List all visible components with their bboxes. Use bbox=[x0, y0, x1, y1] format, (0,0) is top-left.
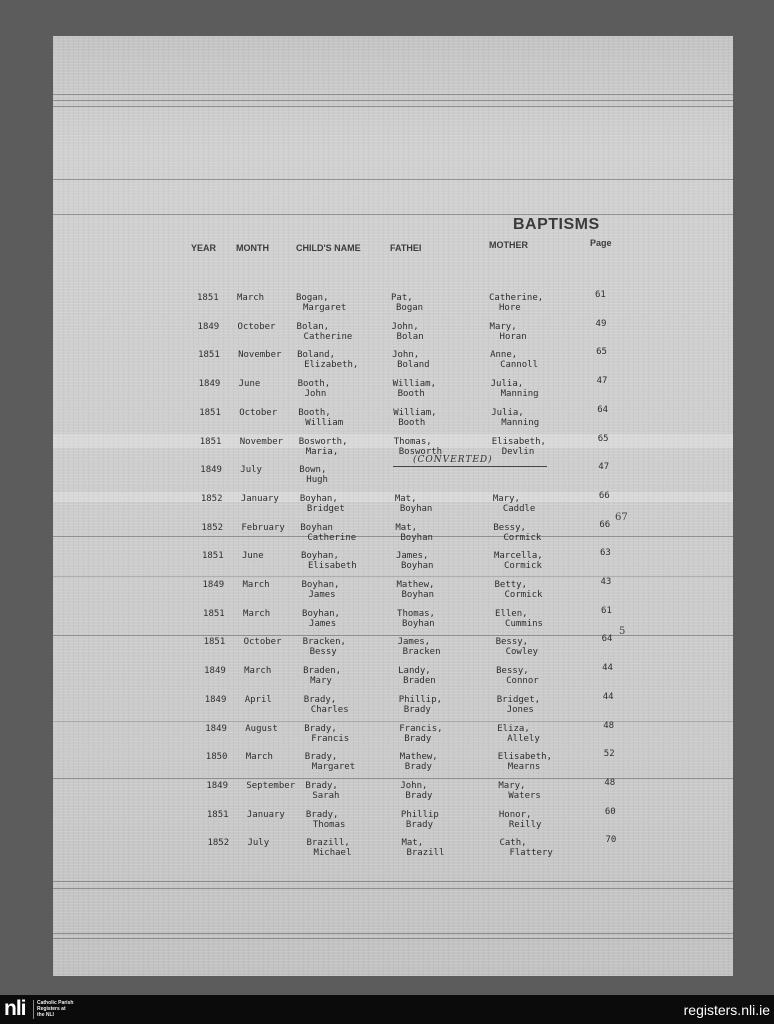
entry-father1: Mat, bbox=[394, 493, 417, 504]
entry-child1: Booth, bbox=[297, 379, 331, 390]
entry-mother2: Flattery bbox=[509, 848, 553, 859]
entry-mother1: Bessy, bbox=[496, 666, 529, 677]
entry-month: June bbox=[241, 551, 264, 562]
entry-child1: Bosworth, bbox=[298, 436, 348, 447]
entry-mother1: Anne, bbox=[490, 350, 518, 361]
entry-father2: Bogan bbox=[396, 303, 424, 313]
entry-father1: Mathew, bbox=[396, 580, 435, 590]
entry-page: 49 bbox=[595, 318, 607, 329]
entry-father1: Landy, bbox=[398, 666, 431, 677]
entry-father2: Boyhan bbox=[400, 532, 433, 543]
entry-page: 52 bbox=[603, 749, 615, 760]
entry-child2: Catherine bbox=[307, 532, 357, 543]
entry-year: 1851 bbox=[197, 293, 219, 303]
header-year: YEAR bbox=[191, 243, 217, 253]
entry-page: 66 bbox=[598, 490, 610, 501]
entry-child1: Brady, bbox=[303, 694, 337, 705]
entry-page: 65 bbox=[597, 433, 609, 444]
entry-mother1: Julia, bbox=[490, 379, 524, 390]
entry-father1: Thomas, bbox=[393, 436, 432, 447]
entry-child2: Elizabeth, bbox=[304, 360, 359, 371]
entry-year: 1849 bbox=[205, 723, 227, 734]
entry-page: 44 bbox=[602, 663, 613, 674]
entry-year: 1851 bbox=[203, 637, 226, 648]
logo-caption-line-2: Registers at bbox=[37, 1006, 66, 1012]
entry-mother1: Ellen, bbox=[495, 608, 528, 619]
entry-year: 1851 bbox=[203, 608, 225, 619]
entry-mother2: Cormick bbox=[503, 561, 542, 572]
entry-mother1: Bridget, bbox=[496, 694, 541, 705]
entry-year: 1851 bbox=[206, 809, 229, 820]
entry-child1: Boyhan, bbox=[302, 608, 340, 619]
entry-year: 1849 bbox=[204, 666, 226, 677]
entry-father2: Booth bbox=[397, 389, 425, 400]
entry-page: 47 bbox=[598, 462, 610, 473]
entry-mother2: Devlin bbox=[501, 446, 535, 457]
nli-logo[interactable]: nli bbox=[4, 997, 26, 1020]
entry-month: October bbox=[243, 637, 282, 648]
entry-child1: Boyhan, bbox=[301, 580, 340, 590]
entry-father2: Bracken bbox=[402, 647, 441, 658]
entry-father1: John, bbox=[391, 321, 419, 332]
entry-month: March bbox=[244, 666, 272, 677]
entry-mother1: Betty, bbox=[494, 580, 528, 590]
entry-mother2: Hore bbox=[499, 303, 521, 313]
margin-note-row9: 67 bbox=[615, 512, 628, 523]
entry-child2: Michael bbox=[313, 848, 352, 859]
entry-year: 1851 bbox=[199, 436, 222, 447]
entry-father2: Boland bbox=[397, 360, 430, 371]
site-link[interactable]: registers.nli.ie bbox=[683, 1002, 770, 1018]
entry-father1: William, bbox=[393, 407, 437, 418]
entry-page: 64 bbox=[597, 404, 609, 415]
entry-page: 63 bbox=[599, 548, 611, 559]
entry-child2: Sarah bbox=[312, 790, 340, 801]
entry-father1: Francis, bbox=[399, 723, 443, 734]
entry-child2: Hugh bbox=[306, 475, 328, 486]
handwritten-underline bbox=[393, 466, 547, 467]
entry-child1: Brazill, bbox=[306, 838, 350, 849]
margin-note-row13: 5 bbox=[619, 626, 626, 637]
entry-father1: Mat, bbox=[401, 838, 424, 849]
entry-year: 1850 bbox=[205, 752, 228, 763]
entry-father2: Brady bbox=[403, 704, 431, 715]
entry-father1: John, bbox=[392, 350, 420, 361]
entry-page: 48 bbox=[603, 720, 615, 731]
entry-page: 70 bbox=[605, 835, 617, 846]
entry-father2: Boyhan bbox=[400, 561, 434, 572]
entry-page: 48 bbox=[604, 777, 616, 788]
entry-page: 61 bbox=[601, 605, 612, 616]
entry-father1: Pat, bbox=[391, 293, 413, 303]
entry-father1: Thomas, bbox=[397, 608, 435, 619]
register-page-scan bbox=[53, 36, 733, 976]
entry-father1: Mat, bbox=[395, 522, 418, 533]
entry-month: April bbox=[244, 694, 272, 705]
entry-mother2: Waters bbox=[508, 790, 541, 801]
entry-mother2: Cummins bbox=[505, 618, 543, 629]
entry-father2: Boyhan bbox=[402, 618, 435, 629]
entry-mother2: Allely bbox=[507, 733, 540, 744]
entry-year: 1852 bbox=[201, 522, 224, 533]
entry-child1: Bogan, bbox=[296, 293, 329, 303]
entry-month: November bbox=[238, 350, 282, 361]
entry-year: 1849 bbox=[200, 465, 222, 476]
entry-month: March bbox=[237, 293, 265, 303]
entry-mother1: Marcella, bbox=[493, 551, 543, 562]
entry-mother1: Mary, bbox=[492, 493, 520, 504]
entry-child2: Bessy bbox=[309, 647, 337, 658]
entry-month: July bbox=[240, 465, 262, 476]
entry-year: 1851 bbox=[198, 350, 220, 361]
entry-father1: John, bbox=[400, 780, 428, 791]
entry-mother2: Cannoll bbox=[500, 360, 539, 371]
entry-mother1: Bessy, bbox=[493, 522, 526, 533]
entry-mother1: Elisabeth, bbox=[497, 752, 552, 763]
entry-child1: Bown, bbox=[299, 465, 327, 476]
entry-month: July bbox=[247, 838, 270, 849]
entry-page: 65 bbox=[596, 347, 607, 358]
entry-month: March bbox=[243, 608, 271, 619]
entry-father1: William, bbox=[392, 379, 436, 390]
entry-month: June bbox=[238, 379, 261, 390]
entry-mother2: Cormick bbox=[503, 532, 542, 543]
entry-father2: Brazill bbox=[406, 848, 445, 859]
entry-year: 1849 bbox=[202, 580, 225, 590]
entry-mother1: Bessy, bbox=[495, 637, 529, 648]
header-childs-name: CHILD'S NAME bbox=[296, 243, 361, 253]
entry-child2: Charles bbox=[310, 704, 349, 715]
entry-father2: Brady bbox=[405, 790, 433, 801]
entry-child2: Catherine bbox=[303, 331, 353, 342]
entry-child1: Braden, bbox=[303, 666, 342, 677]
entry-mother2: Horan bbox=[499, 331, 527, 342]
entry-month: January bbox=[240, 493, 279, 504]
entry-father2: Brady bbox=[404, 733, 432, 744]
entry-child1: Brady, bbox=[304, 723, 337, 734]
entry-father2: Booth bbox=[398, 417, 426, 428]
entry-year: 1852 bbox=[207, 838, 230, 849]
entry-mother2: Cormick bbox=[504, 590, 543, 600]
entry-mother1: Mary, bbox=[489, 321, 517, 332]
entry-father2: Bolan bbox=[396, 331, 424, 342]
header-mother: MOTHER bbox=[489, 240, 528, 250]
entry-year: 1852 bbox=[200, 493, 223, 504]
entry-child2: Thomas bbox=[312, 819, 346, 830]
entry-child1: Boland, bbox=[297, 350, 336, 361]
entry-child2: William bbox=[305, 417, 344, 428]
logo-caption-line-1: Catholic Parish bbox=[37, 1000, 74, 1006]
entry-month: March bbox=[242, 580, 270, 590]
entry-month: October bbox=[239, 407, 278, 418]
entry-page: 64 bbox=[601, 634, 613, 645]
entry-mother2: Jones bbox=[506, 704, 534, 715]
entry-page: 66 bbox=[599, 519, 611, 530]
entry-child2: Margaret bbox=[311, 762, 356, 773]
entry-father2: Brady bbox=[405, 819, 433, 830]
entry-year: 1851 bbox=[201, 551, 224, 562]
entry-year: 1849 bbox=[204, 694, 227, 705]
entry-month: November bbox=[239, 436, 284, 447]
entry-mother2: Connor bbox=[506, 676, 539, 687]
handwritten-converted-note: (CONVERTED) bbox=[413, 455, 493, 465]
entry-child2: Margaret bbox=[303, 303, 347, 313]
entry-child2: Maria, bbox=[305, 446, 339, 457]
header-father: FATHEI bbox=[390, 243, 422, 253]
entry-child2: Bridget bbox=[306, 503, 345, 514]
entry-year: 1849 bbox=[198, 379, 221, 390]
entry-month: August bbox=[245, 723, 278, 734]
register-title: BAPTISMS bbox=[513, 216, 600, 233]
entry-mother2: Cowley bbox=[505, 647, 539, 658]
entry-father1: James, bbox=[397, 637, 431, 648]
entry-mother2: Reilly bbox=[508, 819, 542, 830]
entry-mother2: Manning bbox=[501, 417, 540, 428]
entry-child2: John bbox=[304, 389, 327, 400]
entry-child2: Elisabeth bbox=[307, 561, 357, 572]
entry-mother1: Cath, bbox=[499, 838, 527, 849]
entry-mother1: Catherine, bbox=[489, 293, 544, 303]
entry-father1: Phillip bbox=[400, 809, 439, 820]
entry-father1: Mathew, bbox=[399, 752, 438, 763]
entry-mother1: Honor, bbox=[498, 809, 532, 820]
entry-month: January bbox=[246, 809, 285, 820]
entry-page: 60 bbox=[604, 806, 616, 817]
entry-mother2: Caddle bbox=[502, 503, 536, 514]
entry-father2: Braden bbox=[403, 676, 436, 687]
entry-child1: Boyhan, bbox=[300, 551, 339, 562]
entry-page: 47 bbox=[596, 376, 608, 387]
entry-child1: Bolan, bbox=[296, 321, 330, 332]
entry-year: 1849 bbox=[197, 321, 220, 332]
entry-mother2: Mearns bbox=[507, 762, 541, 773]
entry-month: September bbox=[246, 780, 296, 791]
entry-child1: Brady, bbox=[305, 809, 339, 820]
entry-child1: Boyhan bbox=[300, 522, 333, 533]
header-page: Page bbox=[590, 238, 612, 248]
entry-month: March bbox=[245, 752, 273, 763]
entry-father2: Brady bbox=[404, 762, 432, 773]
logo-caption-line-3: the NLI bbox=[37, 1012, 54, 1018]
entry-father2: Boyhan bbox=[399, 503, 433, 514]
footer-bar bbox=[0, 995, 774, 1024]
entry-year: 1851 bbox=[199, 407, 221, 418]
entry-mother1: Eliza, bbox=[497, 723, 530, 734]
entry-year: 1849 bbox=[206, 780, 229, 791]
header-month: MONTH bbox=[236, 243, 269, 253]
entry-month: October bbox=[237, 321, 276, 332]
entry-child1: Brady, bbox=[304, 752, 338, 763]
entry-child2: Francis bbox=[311, 733, 350, 744]
logo-divider bbox=[33, 1000, 34, 1019]
entry-child2: James bbox=[308, 590, 336, 600]
entry-child2: James bbox=[309, 618, 337, 629]
entry-mother1: Julia, bbox=[491, 407, 524, 418]
logo-caption bbox=[37, 1000, 97, 1018]
entry-child2: Mary bbox=[310, 676, 332, 687]
entry-page: 43 bbox=[600, 577, 612, 587]
entry-child1: Booth, bbox=[298, 407, 331, 418]
entry-page: 61 bbox=[595, 290, 606, 300]
entry-mother1: Mary, bbox=[498, 780, 526, 791]
entry-mother2: Manning bbox=[500, 389, 539, 400]
entry-father2: Bosworth bbox=[398, 446, 443, 457]
entry-child1: Boyhan, bbox=[299, 493, 338, 504]
entry-father2: Boyhan bbox=[401, 590, 435, 600]
entry-father1: Phillip, bbox=[398, 694, 443, 705]
entry-mother1: Elisabeth, bbox=[491, 436, 546, 447]
entry-child1: Brady, bbox=[305, 780, 338, 791]
entry-page: 44 bbox=[602, 691, 614, 702]
entry-father1: James, bbox=[395, 551, 429, 562]
entry-month: February bbox=[241, 522, 285, 533]
entry-child1: Bracken, bbox=[302, 637, 346, 648]
